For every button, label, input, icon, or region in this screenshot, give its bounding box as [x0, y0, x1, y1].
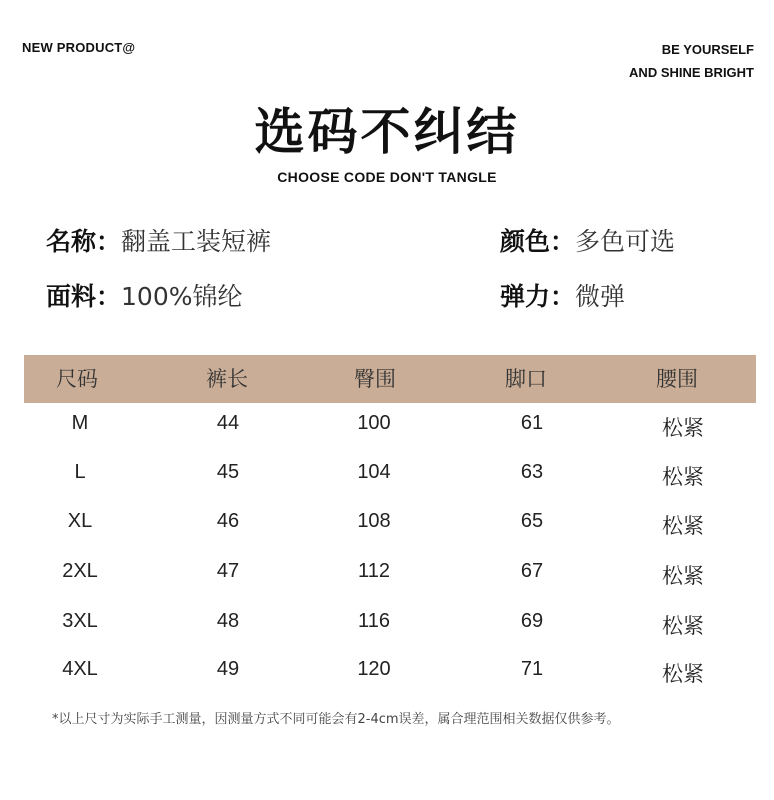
- header-hip: 臀围: [354, 367, 396, 391]
- header-size: 尺码: [56, 367, 98, 391]
- new-product-tag: NEW PRODUCT@: [22, 40, 136, 55]
- cell-hip: 116: [358, 610, 390, 632]
- product-name-value: 翻盖工装短裤: [121, 227, 272, 256]
- header-length: 裤长: [206, 367, 248, 391]
- cell-hip: 100: [357, 412, 391, 434]
- stretch-label: 弹力：: [500, 282, 576, 311]
- cell-hip: 104: [357, 461, 391, 483]
- color-label: 颜色：: [500, 227, 576, 256]
- header-leg-opening: 脚口: [505, 367, 547, 391]
- cell-size: 4XL: [62, 658, 98, 680]
- cell-waist: 松紧: [662, 564, 704, 588]
- stretch-field: [500, 277, 625, 313]
- color-value: 多色可选: [575, 227, 676, 256]
- cell-waist: 松紧: [662, 465, 704, 489]
- product-name-field: [46, 222, 271, 258]
- cell-leg-opening: 65: [520, 510, 544, 532]
- cell-leg-opening: 61: [520, 412, 544, 434]
- cell-leg-opening: 67: [520, 560, 544, 582]
- cell-size: XL: [67, 510, 93, 532]
- slogan-tag: [629, 38, 754, 84]
- page-subtitle: CHOOSE CODE DON'T TANGLE: [277, 169, 497, 185]
- measurement-note: *以上尺寸为实际手工测量，因测量方式不同可能会有2-4cm误差，属合理范围相关数据仅供参考。: [52, 712, 620, 727]
- cell-length: 49: [216, 658, 240, 680]
- cell-hip: 112: [358, 560, 390, 582]
- cell-size: L: [74, 461, 86, 483]
- cell-length: 46: [216, 510, 240, 532]
- cell-length: 44: [216, 412, 240, 434]
- cell-size: M: [71, 412, 89, 434]
- cell-length: 48: [216, 610, 240, 632]
- cell-size: 2XL: [62, 560, 98, 582]
- page-title: 选码不纠结: [254, 103, 520, 161]
- stretch-value: 微弹: [575, 282, 626, 311]
- cell-hip: 108: [357, 510, 391, 532]
- color-field: [500, 222, 675, 258]
- fabric-value: 100%锦纶: [121, 282, 243, 311]
- cell-size: 3XL: [62, 610, 98, 632]
- cell-waist: 松紧: [662, 614, 704, 638]
- cell-length: 45: [216, 461, 240, 483]
- cell-waist: 松紧: [662, 514, 704, 538]
- cell-leg-opening: 71: [520, 658, 544, 680]
- cell-leg-opening: 69: [520, 610, 544, 632]
- fabric-field: [46, 277, 243, 313]
- product-name-label: 名称：: [46, 227, 122, 256]
- slogan-line-1: BE YOURSELF: [661, 42, 754, 57]
- slogan-line-2: AND SHINE BRIGHT: [629, 65, 754, 80]
- cell-length: 47: [216, 560, 240, 582]
- cell-leg-opening: 63: [520, 461, 544, 483]
- cell-hip: 120: [357, 658, 391, 680]
- fabric-label: 面料：: [46, 282, 122, 311]
- cell-waist: 松紧: [662, 416, 704, 440]
- header-waist: 腰围: [656, 367, 698, 391]
- cell-waist: 松紧: [662, 662, 704, 686]
